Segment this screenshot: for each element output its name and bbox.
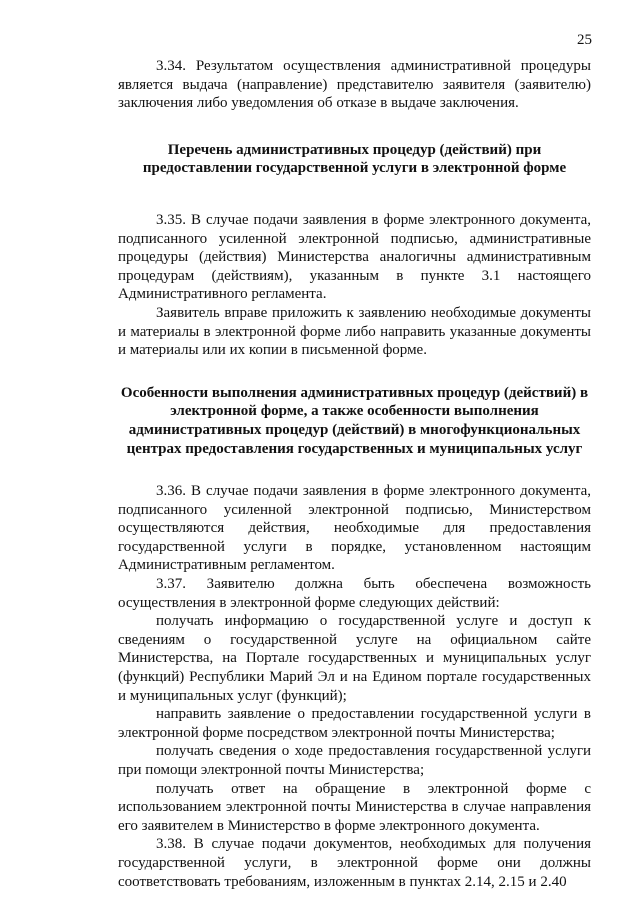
paragraph-3-35: 3.35. В случае подачи заявления в форме электронного документа, подписанного усиленной электронной подписью, административные процедуры (действия) Министерства аналогичны административным процедурам (действиям), указанным в пункте 3.1 настоящего Административного регламента. xyxy=(118,211,591,303)
paragraph-3-37-item-1: получать информацию о государственной услуге и доступ к сведениям о государственной услуге на официальном сайте Министерства, на Портале государственных и муниципальных услуг (функций) Республики Марий Эл и на Едином портале государственных и муниципальных услуг (функций); xyxy=(118,613,591,704)
paragraph-3-37-item-2: направить заявление о предоставлении государственной услуги в электронной форме посредством электронной почты Министерства; xyxy=(118,706,591,741)
paragraph-3-37-item-4: получать ответ на обращение в электронной форме с использованием электронной почты Министерства в случае направления его заявителем в Министерство в форме электронного документа. xyxy=(118,780,591,834)
section-heading-mfc-features: Особенности выполнения административных процедур (действий) в электронной форме, а также особенности выполнения административных процедур (действий) в многофункциональных центрах предоставления государственных и муниципальных услуг xyxy=(120,384,589,457)
paragraph-3-35-continued: Заявитель вправе приложить к заявлению необходимые документы и материалы в электронной форме либо направить указанные документы и материалы или их копии в письменной форме. xyxy=(118,304,591,359)
section-heading-electronic-procedures: Перечень административных процедур (действий) при предоставлении государственной услуги в электронной форме xyxy=(142,141,567,177)
paragraph-3-34: 3.34. Результатом осуществления административной процедуры является выдача (направление) представителю заявителя (заявителю) заключения либо уведомления об отказе в выдаче заключения. xyxy=(118,58,591,112)
paragraph-3-36: 3.36. В случае подачи заявления в форме электронного документа, подписанного усиленной электронной подписью, Министерством осуществляются действия, необходимые для предоставления государственной услуги в порядке, установленном настоящим Административным регламентом. xyxy=(118,483,591,574)
paragraph-3-37-item-3: получать сведения о ходе предоставления государственной услуги при помощи электронной почты Министерства; xyxy=(118,743,591,778)
document-body xyxy=(118,57,591,891)
paragraph-3-38: 3.38. В случае подачи документов, необходимых для получения государственной услуги, в электронной форме они должны соответствовать требованиям, изложенным в пунктах 2.14, 2.15 и 2.40 xyxy=(118,836,591,890)
page-number: 25 xyxy=(577,32,592,48)
paragraph-3-37: 3.37. Заявителю должна быть обеспечена возможность осуществления в электронной форме следующих действий: xyxy=(118,576,591,611)
